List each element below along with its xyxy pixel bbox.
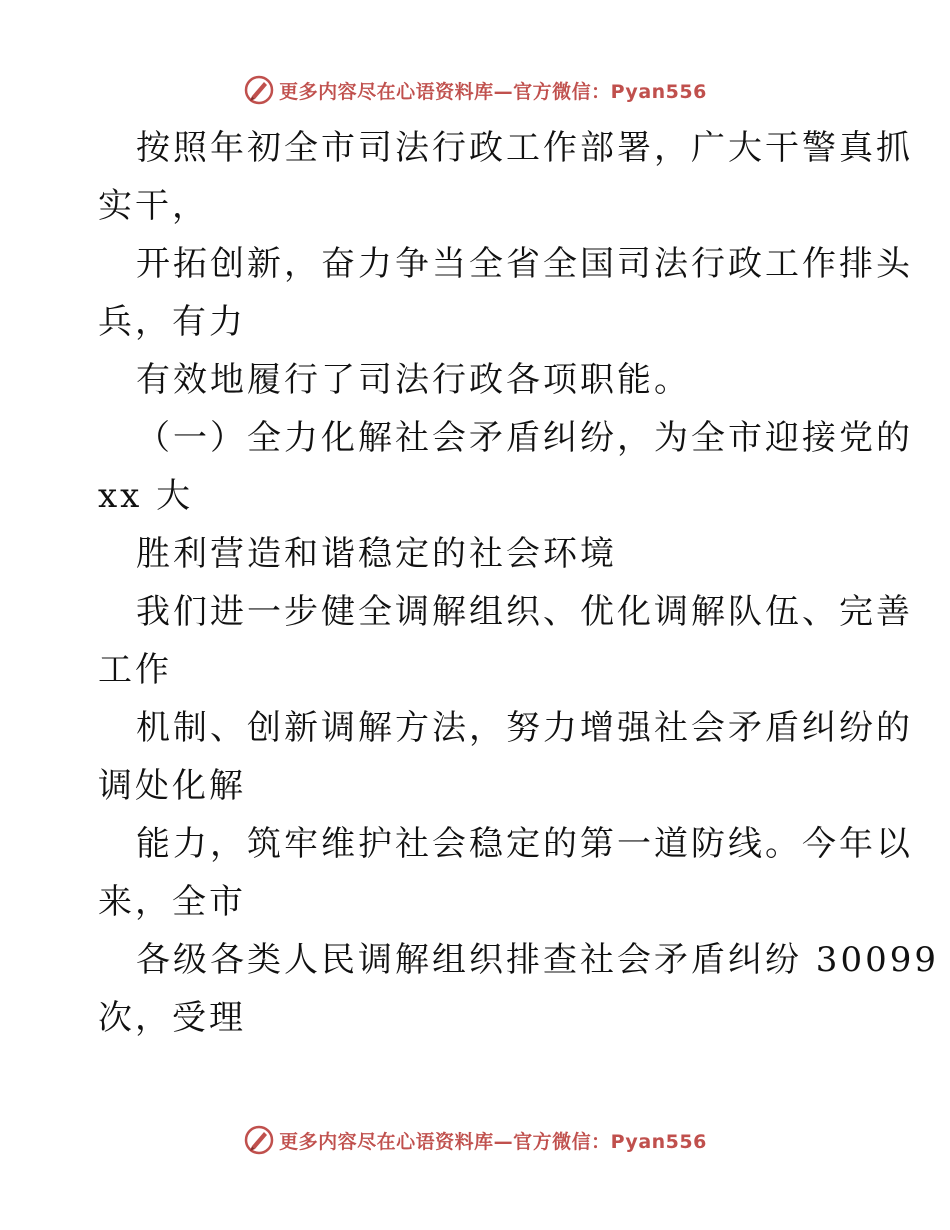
- footer-banner: [0, 1120, 950, 1160]
- body-line: 工作: [98, 650, 172, 690]
- body-line: 兵，有力: [98, 302, 246, 342]
- footer-banner-text: 更多内容尽在心语资料库—官方微信：Pyan556: [279, 1130, 707, 1153]
- body-line: 各级各类人民调解组织排查社会矛盾纠纷 30099: [136, 940, 939, 980]
- body-line: 按照年初全市司法行政工作部署，广大干警真抓: [136, 128, 913, 168]
- body-line: 我们进一步健全调解组织、优化调解队伍、完善: [136, 592, 913, 632]
- header-banner-text: 更多内容尽在心语资料库—官方微信：Pyan556: [279, 80, 707, 103]
- body-line: 有效地履行了司法行政各项职能。: [136, 360, 691, 400]
- body-line: 实干，: [98, 186, 209, 226]
- body-line: xx 大: [98, 476, 194, 516]
- pen-logo-icon: [243, 74, 275, 106]
- body-line: 机制、创新调解方法，努力增强社会矛盾纠纷的: [136, 708, 913, 748]
- document-body: [98, 119, 939, 1047]
- body-line: 开拓创新，奋力争当全省全国司法行政工作排头: [136, 244, 913, 284]
- body-line: 次，受理: [98, 998, 246, 1038]
- pen-logo-icon: [243, 1124, 275, 1156]
- body-line: 能力，筑牢维护社会稳定的第一道防线。今年以: [136, 824, 913, 864]
- body-line: 调处化解: [98, 766, 246, 806]
- body-line: 来，全市: [98, 882, 246, 922]
- body-line: 胜利营造和谐稳定的社会环境: [136, 534, 617, 574]
- header-banner: [0, 70, 950, 110]
- body-line: （一）全力化解社会矛盾纠纷，为全市迎接党的: [136, 418, 913, 458]
